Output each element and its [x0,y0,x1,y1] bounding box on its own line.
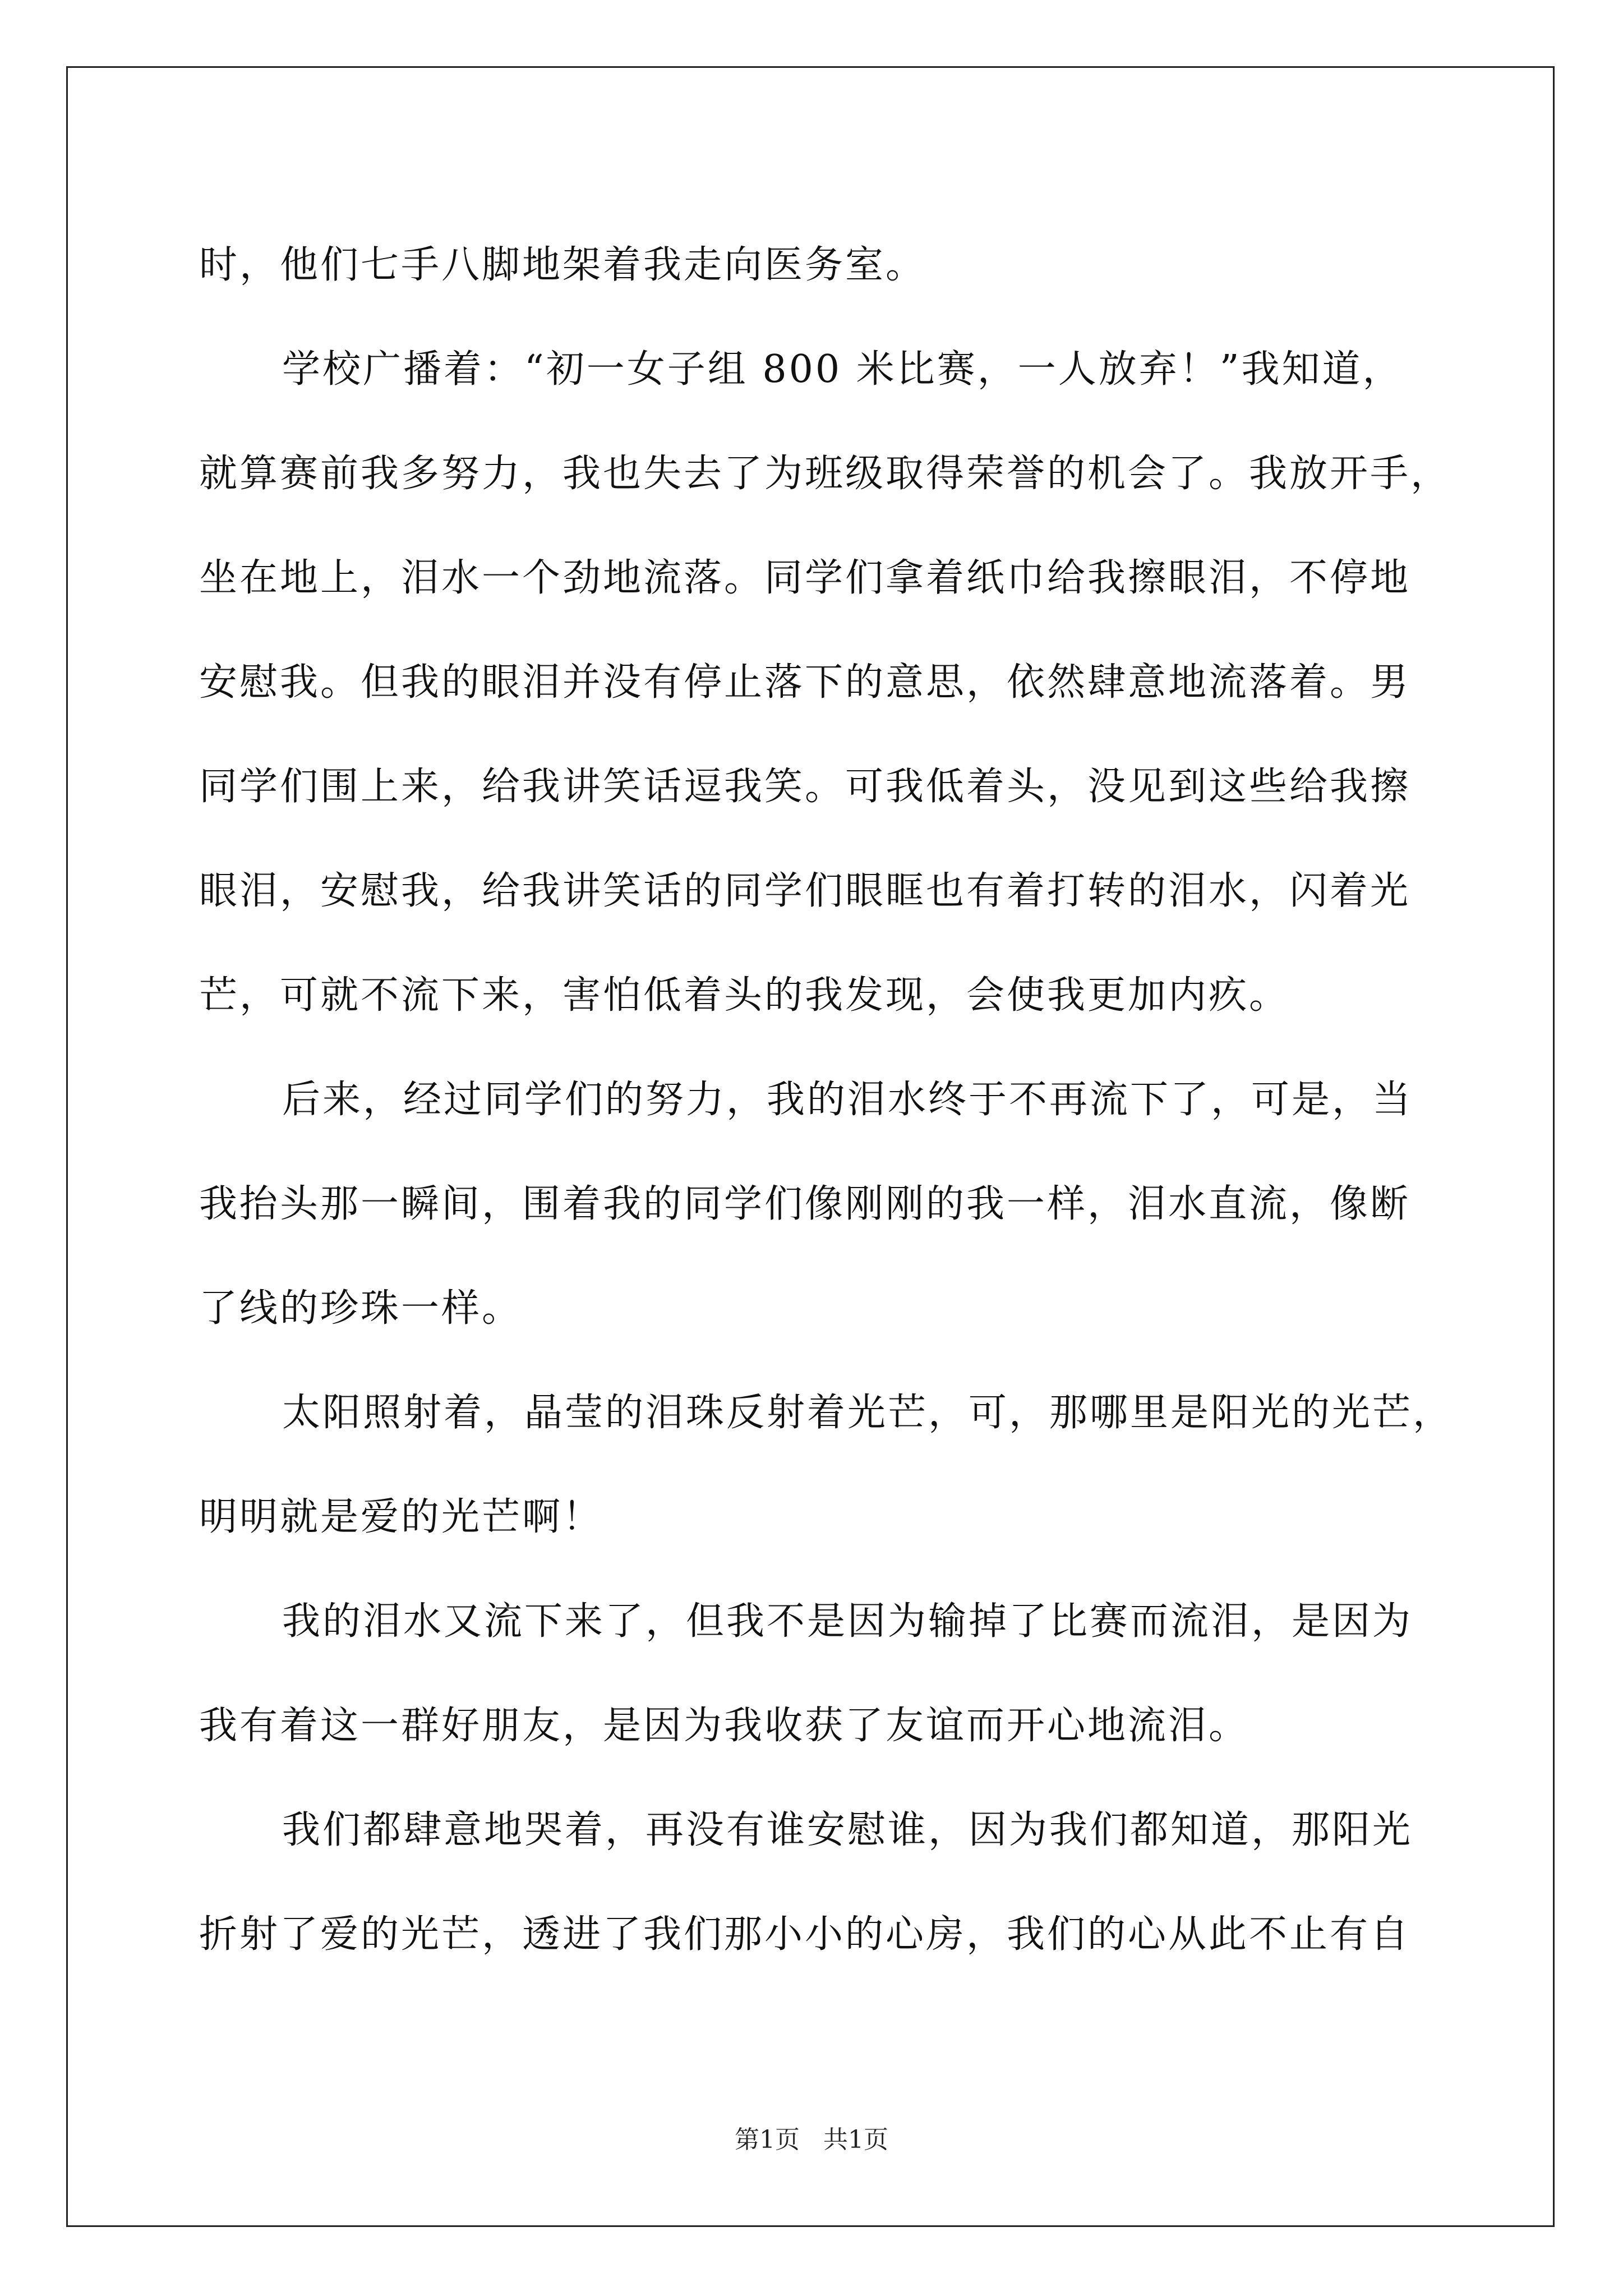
document-body [199,213,1454,1987]
text-line: 我的泪水又流下来了，但我不是因为输掉了比赛而流泪，是因为 [282,1599,1413,1644]
text-line: 了线的珍珠一样。 [199,1286,523,1331]
text-line: 折射了爱的光芒，透进了我们那小小的心房，我们的心从此不止有自 [199,1912,1411,1957]
text-line: 眼泪，安慰我，给我讲笑话的同学们眼眶也有着打转的泪水，闪着光 [199,869,1411,913]
text-line: 芒，可就不流下来，害怕低着头的我发现，会使我更加内疚。 [199,973,1290,1018]
text-line: 我有着这一群好朋友，是因为我收获了友谊而开心地流泪。 [199,1704,1249,1748]
text-line: 我们都肆意地哭着，再没有谁安慰谁，因为我们都知道，那阳光 [282,1808,1413,1852]
text-line: 就算赛前我多努力，我也失去了为班级取得荣誉的机会了。我放开手， [199,452,1451,496]
text-line: 后来，经过同学们的努力，我的泪水终于不再流下了，可是，当 [282,1078,1413,1122]
text-line: 同学们围上来，给我讲笑话逗我笑。可我低着头，没见到这些给我擦 [199,765,1411,809]
page-number-footer: 第1页 共1页 [735,2125,888,2154]
text-line: 太阳照射着，晶莹的泪珠反射着光芒，可，那哪里是阳光的光芒， [282,1391,1454,1435]
text-line: 我抬头那一瞬间，围着我的同学们像刚刚的我一样，泪水直流，像断 [199,1182,1411,1226]
text-line: 安慰我。但我的眼泪并没有停止落下的意思，依然肆意地流落着。男 [199,660,1411,705]
text-line: 明明就是爱的光芒啊！ [199,1495,603,1539]
text-line: 学校广播着：“初一女子组 800 米比赛，一人放弃！”我知道， [282,347,1403,392]
text-line: 坐在地上，泪水一个劲地流落。同学们拿着纸巾给我擦眼泪，不停地 [199,556,1411,600]
text-line: 时，他们七手八脚地架着我走向医务室。 [199,243,926,287]
